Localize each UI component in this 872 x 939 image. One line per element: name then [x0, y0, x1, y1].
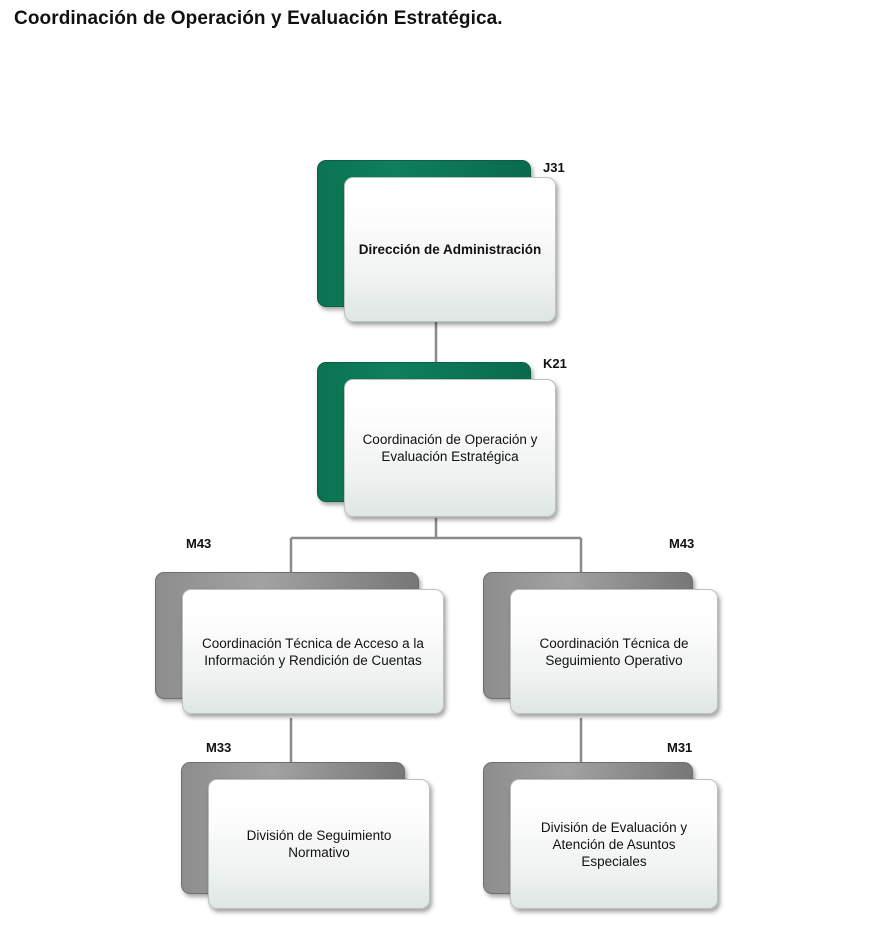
org-node-label: Coordinación Técnica de Seguimiento Operativo	[539, 635, 689, 668]
org-node-label: Coordinación Técnica de Acceso a la Información y Rendición de Cuentas	[202, 635, 424, 668]
node-card[interactable]	[208, 779, 430, 909]
node-card[interactable]	[182, 589, 444, 714]
org-node-code-m43-acceso: M43	[186, 536, 212, 551]
org-node-label: División de Evaluación y Atención de Asuntos Especiales	[540, 819, 688, 869]
org-node-code-m31: M31	[667, 740, 693, 755]
org-node-label: Dirección de Administración	[358, 242, 542, 257]
node-card[interactable]	[344, 177, 556, 322]
org-node-label: División de Seguimiento Normativo	[246, 828, 392, 860]
org-node-code-j31: J31	[543, 160, 565, 175]
org-node-code-m33: M33	[206, 740, 232, 755]
node-card[interactable]	[344, 379, 556, 517]
org-node-label: Coordinación de Operación y Evaluación Estratégica	[362, 432, 538, 464]
page-title: Coordinación de Operación y Evaluación Estratégica.	[14, 8, 503, 29]
org-node-m31[interactable]	[483, 762, 691, 892]
org-node-m43-seguimiento[interactable]	[483, 572, 691, 697]
org-node-code-k21: K21	[543, 356, 567, 371]
node-card[interactable]	[510, 589, 718, 714]
org-node-j31[interactable]	[317, 160, 542, 305]
org-node-k21[interactable]	[317, 362, 538, 500]
org-node-m33[interactable]	[181, 762, 403, 892]
org-node-m43-acceso[interactable]	[155, 572, 424, 697]
org-node-code-m43-seguimiento: M43	[669, 536, 695, 551]
node-card[interactable]	[510, 779, 718, 909]
